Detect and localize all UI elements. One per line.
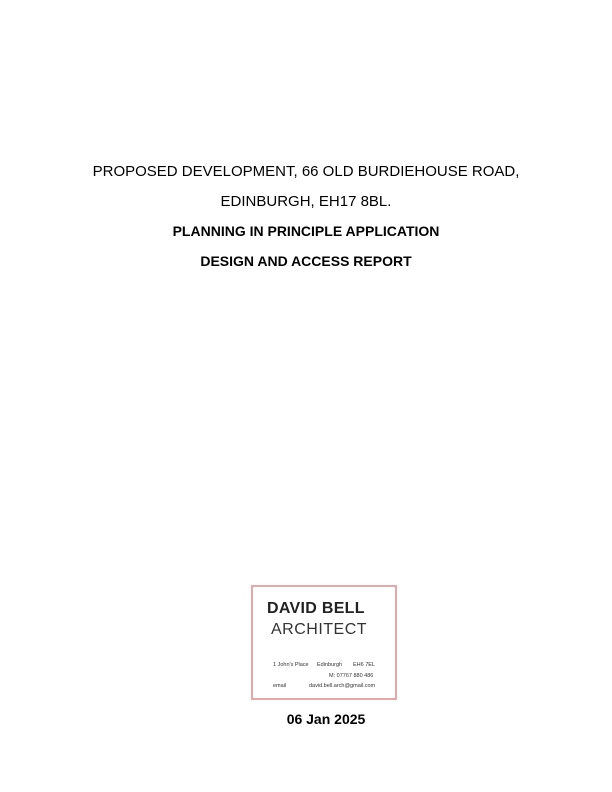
logo-address-city: Edinburgh: [317, 662, 343, 668]
logo-email-label: email: [273, 683, 287, 689]
logo-email-value: david.bell.arch@gmail.com: [309, 683, 376, 689]
report-title-line-2: EDINBURGH, EH17 8BL.: [220, 193, 392, 210]
architect-logo: [251, 585, 397, 700]
report-title-line-1: PROPOSED DEVELOPMENT, 66 OLD BURDIEHOUSE ROAD,: [92, 163, 520, 180]
logo-address-postcode: EH6 7EL: [353, 662, 376, 668]
logo-name: DAVID BELL: [267, 600, 365, 617]
application-type-heading: PLANNING IN PRINCIPLE APPLICATION: [172, 223, 440, 239]
report-date: 06 Jan 2025: [286, 711, 366, 727]
logo-role: ARCHITECT: [271, 621, 368, 638]
logo-mobile: M: 07767 880 486: [329, 673, 374, 679]
logo-address-street: 1 John's Place: [273, 662, 309, 668]
report-type-heading: DESIGN AND ACCESS REPORT: [200, 253, 412, 269]
